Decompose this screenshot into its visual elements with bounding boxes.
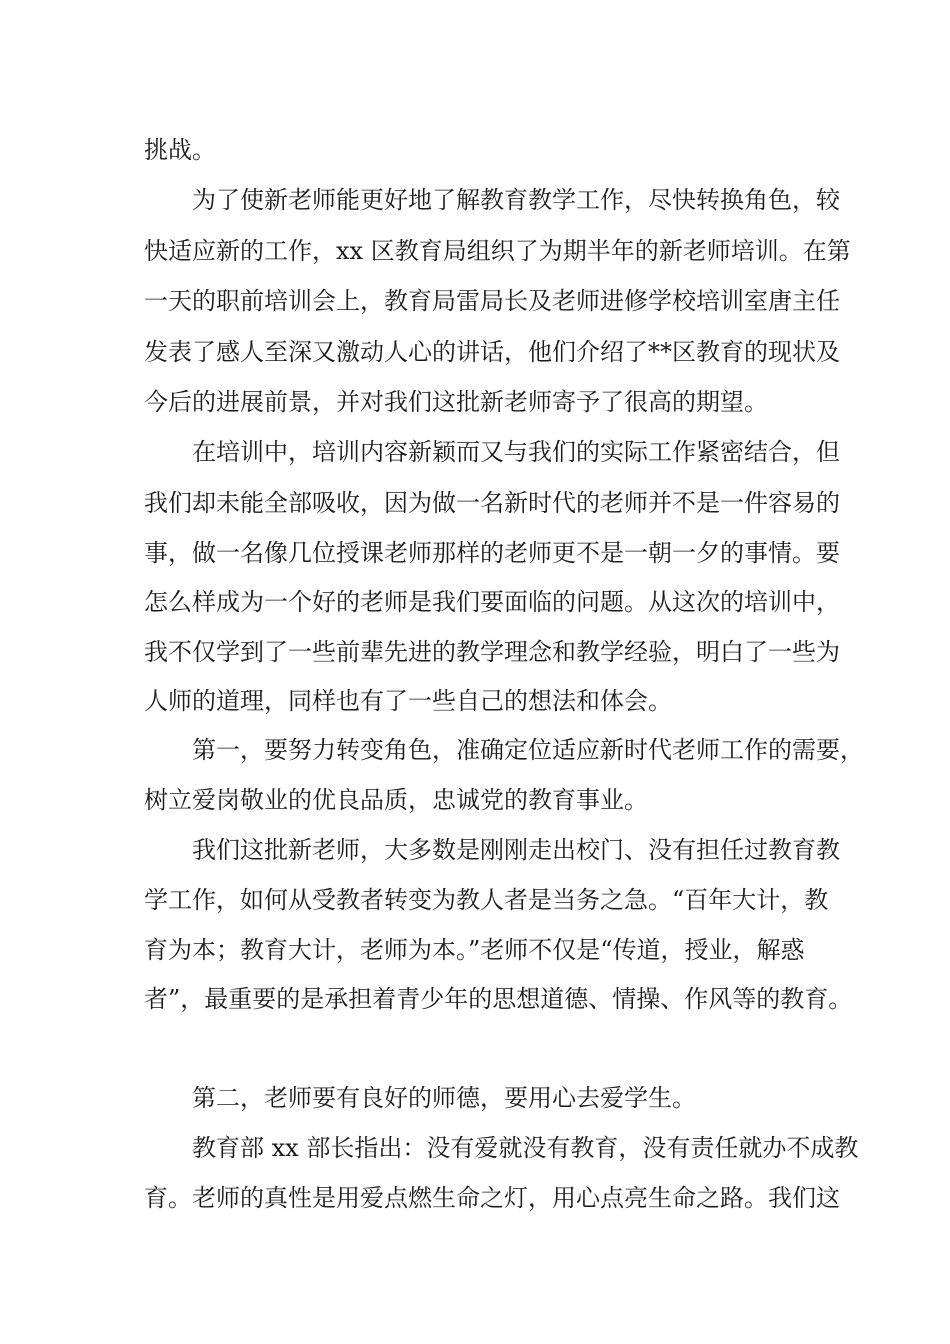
text-line: 学工作，如何从受教者转变为教人者是当务之急。“百年大计，教 xyxy=(144,886,829,914)
text-line: 者”，最重要的是承担着青少年的思想道德、情操、作风等的教育。 xyxy=(144,985,853,1013)
text-line: 挑战。 xyxy=(144,136,216,164)
text-line: 我不仅学到了一些前辈先进的教学理念和教学经验，明白了一些为 xyxy=(144,638,840,666)
text-line: 为了使新老师能更好地了解教育教学工作，尽快转换角色，较 xyxy=(192,186,840,214)
text-line: 事，做一名像几位授课老师那样的老师更不是一朝一夕的事情。要 xyxy=(144,539,840,567)
text-line: 育。老师的真性是用爱点燃生命之灯，用心点亮生命之路。我们这 xyxy=(144,1184,840,1212)
text-line: 第二，老师要有良好的师德，要用心去爱学生。 xyxy=(192,1084,696,1112)
text-line: 教育部 xx 部长指出：没有爱就没有教育，没有责任就办不成教 xyxy=(192,1134,859,1162)
text-line: 树立爱岗敬业的优良品质，忠诚党的教育事业。 xyxy=(144,786,648,814)
text-line: 在培训中，培训内容新颖而又与我们的实际工作紧密结合，但 xyxy=(192,438,840,466)
text-line: 一天的职前培训会上，教育局雷局长及老师进修学校培训室唐主任 xyxy=(144,287,840,315)
text-line: 今后的进展前景，并对我们这批新老师寄予了很高的期望。 xyxy=(144,388,768,416)
text-line: 快适应新的工作，xx 区教育局组织了为期半年的新老师培训。在第 xyxy=(144,237,851,265)
text-line: 发表了感人至深又激动人心的讲话，他们介绍了**区教育的现状及 xyxy=(144,338,840,366)
text-line: 怎么样成为一个好的老师是我们要面临的问题。从这次的培训中， xyxy=(144,588,840,616)
text-line: 育为本；教育大计，老师为本。”老师不仅是“传道，授业，解惑 xyxy=(144,936,805,964)
text-line: 我们这批新老师，大多数是刚刚走出校门、没有担任过教育教 xyxy=(192,836,840,864)
text-line: 第一，要努力转变角色，准确定位适应新时代老师工作的需要， xyxy=(192,736,864,764)
text-line: 我们却未能全部吸收，因为做一名新时代的老师并不是一件容易的 xyxy=(144,489,840,517)
text-line: 人师的道理，同样也有了一些自己的想法和体会。 xyxy=(144,687,672,715)
